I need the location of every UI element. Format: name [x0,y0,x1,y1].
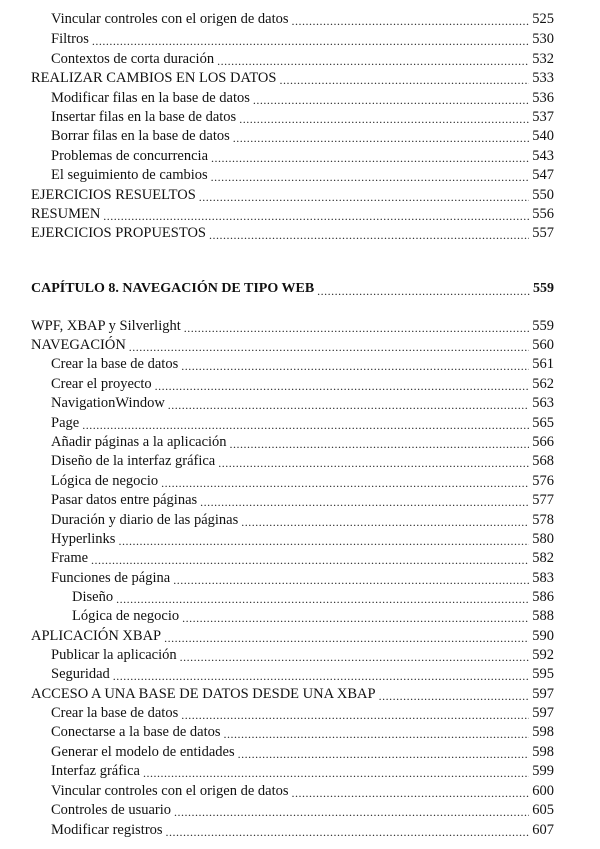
toc-entry [31,317,554,335]
entry-title: Diseño [72,589,114,605]
entry-title: Conectarse a la base de datos [51,724,221,740]
entry-page: 561 [532,356,554,372]
entry-page: 540 [532,128,554,144]
dot-leader [168,398,529,412]
dot-leader [155,379,530,393]
toc-entry [51,472,554,490]
dot-leader [91,553,529,567]
entry-title: Pasar datos entre páginas [51,492,198,508]
dot-leader [218,456,529,470]
chapter-heading [31,280,554,298]
toc-entry [51,394,554,412]
toc-entry [51,569,554,587]
entry-page: 607 [532,822,554,838]
entry-page: 598 [532,744,554,760]
entry-page: 560 [532,337,554,353]
dot-leader [180,650,530,664]
entry-title: Seguridad [51,666,110,682]
entry-title: APLICACIÓN XBAP [31,628,162,644]
toc-entry [31,69,554,87]
entry-page: 577 [532,492,554,508]
dot-leader [113,669,529,683]
dot-leader [238,747,530,761]
entry-title: NAVEGACIÓN [31,337,126,353]
entry-title: EJERCICIOS PROPUESTOS [31,225,206,241]
entry-title: Duración y diario de las páginas [51,512,239,528]
toc-entry [51,355,554,373]
dot-leader [182,611,529,625]
entry-page: 525 [532,11,554,27]
entry-page: 532 [532,51,554,67]
entry-title: Crear la base de datos [51,356,179,372]
toc-entry [51,665,554,683]
dot-leader [211,170,530,184]
entry-page: 559 [532,318,554,334]
dot-leader [173,573,529,587]
dot-leader [199,190,529,204]
toc-entry [51,782,554,800]
entry-page: 582 [532,550,554,566]
entry-page: 578 [532,512,554,528]
dot-leader [82,418,529,432]
toc-entry [51,375,554,393]
toc-entry [51,166,554,184]
dot-leader [174,805,529,819]
toc-entry [51,821,554,839]
toc-entry [51,127,554,145]
dot-leader [279,73,529,87]
toc-entry [51,762,554,780]
dot-leader [164,631,529,645]
dot-leader [161,476,529,490]
toc-entry [51,530,554,548]
entry-page: 600 [532,783,554,799]
entry-title: Filtros [51,31,89,47]
entry-title: Crear la base de datos [51,705,179,721]
toc-entry [51,414,554,432]
entry-page: 599 [532,763,554,779]
toc-entry [72,588,554,606]
entry-page: 566 [532,434,554,450]
entry-title: WPF, XBAP y Silverlight [31,318,181,334]
dot-leader [241,515,529,529]
dot-leader [143,766,529,780]
toc-entry [31,224,554,242]
entry-page: 543 [532,148,554,164]
entry-title: Hyperlinks [51,531,116,547]
entry-title: Diseño de la interfaz gráfica [51,453,216,469]
entry-title: Modificar filas en la base de datos [51,90,250,106]
toc-entry [51,646,554,664]
toc-entry [51,108,554,126]
toc-entry [72,607,554,625]
dot-leader [317,284,530,298]
toc-entry [51,89,554,107]
entry-title: Insertar filas en la base de datos [51,109,237,125]
dot-leader [181,708,529,722]
entry-page: 536 [532,90,554,106]
entry-title: Page [51,415,80,431]
dot-leader [166,825,530,839]
entry-title: EJERCICIOS RESUELTOS [31,187,196,203]
dot-leader [292,786,530,800]
entry-title: Lógica de negocio [51,473,159,489]
entry-title: NavigationWindow [51,395,165,411]
entry-page: 586 [532,589,554,605]
toc-entry [31,186,554,204]
entry-title: Funciones de página [51,570,171,586]
entry-page: 597 [532,686,554,702]
dot-leader [118,534,529,548]
entry-title: ACCESO A UNA BASE DE DATOS DESDE UNA XBAP [31,686,376,702]
dot-leader [184,321,529,335]
entry-title: Modificar registros [51,822,163,838]
entry-title: Interfaz gráfica [51,763,140,779]
dot-leader [230,437,530,451]
entry-page: 537 [532,109,554,125]
toc-entry [51,743,554,761]
entry-page: 565 [532,415,554,431]
entry-title: Vincular controles con el origen de datos [51,11,289,27]
entry-title: Vincular controles con el origen de datos [51,783,289,799]
dot-leader [200,495,529,509]
entry-title: Añadir páginas a la aplicación [51,434,227,450]
entry-title: REALIZAR CAMBIOS EN LOS DATOS [31,70,277,86]
entry-page: 597 [532,705,554,721]
dot-leader [129,340,529,354]
toc-entry [31,336,554,354]
entry-page: 598 [532,724,554,740]
entry-page: 550 [532,187,554,203]
entry-page: 580 [532,531,554,547]
dot-leader [116,592,529,606]
dot-leader [103,209,529,223]
entry-page: 533 [532,70,554,86]
dot-leader [253,93,529,107]
dot-leader [211,151,529,165]
entry-page: 568 [532,453,554,469]
entry-title: Crear el proyecto [51,376,152,392]
toc-entry [51,491,554,509]
entry-page: 590 [532,628,554,644]
toc-entry [51,10,554,28]
entry-page: 557 [532,225,554,241]
toc-entry [51,511,554,529]
entry-title: El seguimiento de cambios [51,167,208,183]
dot-leader [239,112,529,126]
entry-page: 563 [532,395,554,411]
entry-page: 556 [532,206,554,222]
entry-title: Lógica de negocio [72,608,180,624]
chapter-page: 559 [533,281,554,296]
entry-page: 605 [532,802,554,818]
entry-title: Problemas de concurrencia [51,148,209,164]
entry-title: RESUMEN [31,206,101,222]
dot-leader [379,689,530,703]
toc-entry [51,433,554,451]
entry-page: 562 [532,376,554,392]
dot-leader [181,359,529,373]
entry-page: 576 [532,473,554,489]
dot-leader [292,14,530,28]
dot-leader [92,34,529,48]
dot-leader [209,228,529,242]
toc-entry [51,147,554,165]
toc-entry [51,30,554,48]
toc-entry [31,205,554,223]
entry-page: 595 [532,666,554,682]
toc-entry [51,723,554,741]
dot-leader [233,131,529,145]
entry-title: Borrar filas en la base de datos [51,128,230,144]
entry-page: 588 [532,608,554,624]
toc-entry [51,452,554,470]
entry-title: Controles de usuario [51,802,172,818]
toc-entry [31,627,554,645]
toc-entry [31,685,554,703]
entry-title: Publicar la aplicación [51,647,177,663]
toc-entry [51,801,554,819]
entry-title: Frame [51,550,89,566]
entry-page: 547 [532,167,554,183]
dot-leader [224,727,530,741]
entry-title: Generar el modelo de entidades [51,744,235,760]
chapter-title: CAPÍTULO 8. NAVEGACIÓN DE TIPO WEB [31,281,315,296]
toc-entry [51,704,554,722]
entry-page: 592 [532,647,554,663]
entry-page: 530 [532,31,554,47]
dot-leader [217,54,529,68]
entry-page: 583 [532,570,554,586]
toc-entry [51,549,554,567]
toc-entry [51,50,554,68]
entry-title: Contextos de corta duración [51,51,215,67]
